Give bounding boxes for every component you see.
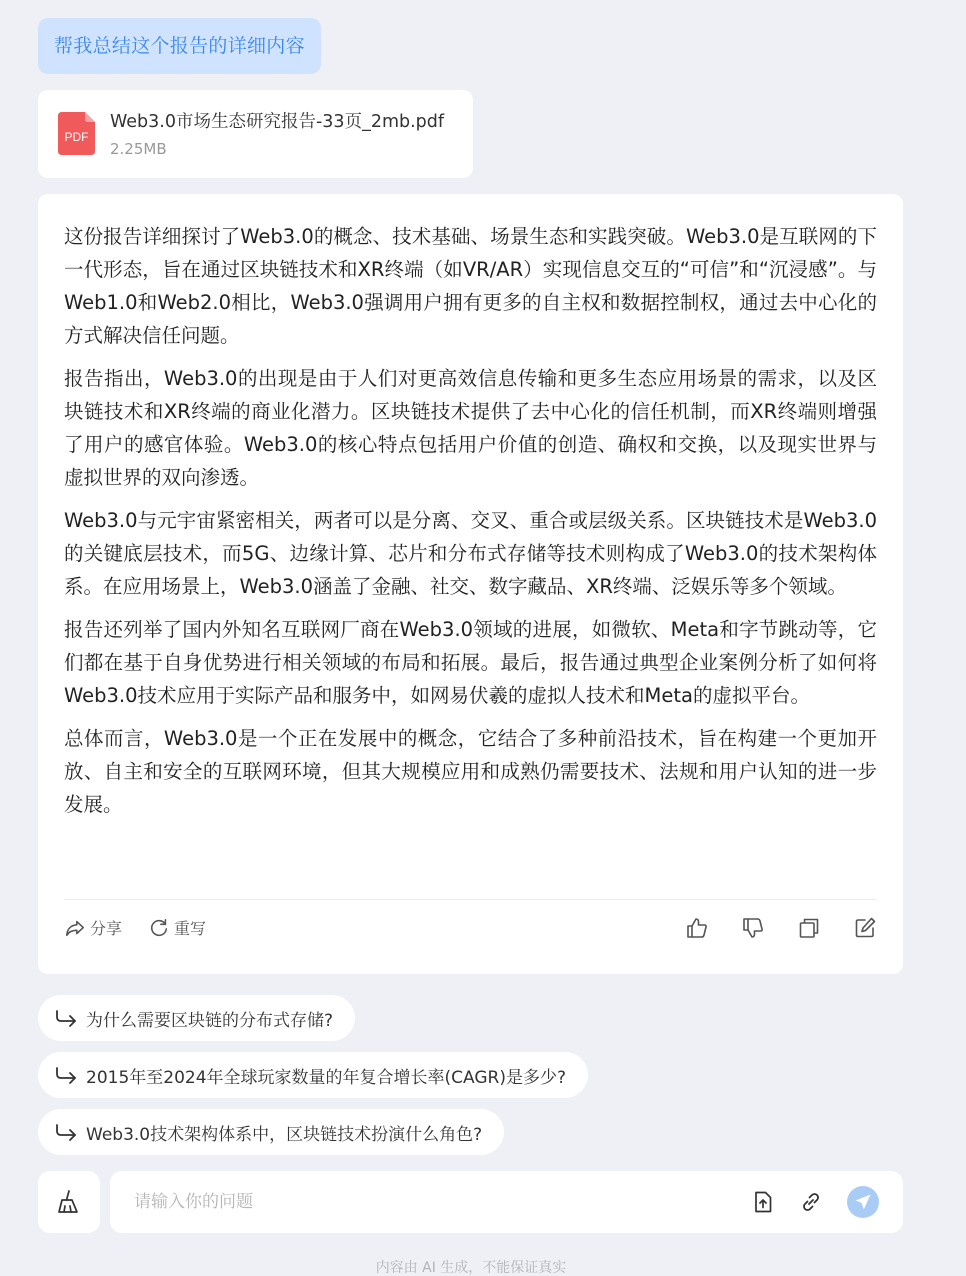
ai-disclaimer: 内容由 AI 生成，不能保证真实	[375, 1260, 567, 1276]
share-label: 分享	[90, 919, 123, 938]
thumbs-down-icon	[741, 916, 765, 940]
link-icon	[799, 1190, 823, 1214]
answer-paragraph: 报告指出，Web3.0的出现是由于人们对更高效信息传输和更多生态应用场景的需求，以及区块链技术和XR终端的商业化潜力。区块链技术提供了去中心化的信任机制，而XR终端则增强了用户的感官体验。Web3.0的核心特点包括用户价值的创造、确权和交换，以及现实世界与虚拟世界的双向渗透。	[64, 367, 877, 489]
attach-link-button[interactable]	[799, 1190, 823, 1214]
upload-file-button[interactable]	[751, 1190, 775, 1214]
answer-paragraph: 总体而言，Web3.0是一个正在发展中的概念，它结合了多种前沿技术，旨在构建一个更加开放、自主和安全的互联网环境，但其大规模应用和成熟仍需要技术、法规和用户认知的进一步发展。	[64, 727, 877, 816]
suggestion-chip[interactable]	[38, 1052, 588, 1098]
pdf-icon-label: PDF	[64, 130, 89, 144]
send-icon	[854, 1193, 872, 1211]
send-button[interactable]	[847, 1186, 879, 1218]
rewrite-label: 重写	[174, 919, 207, 938]
like-button[interactable]	[685, 916, 709, 940]
answer-actions-left	[64, 916, 206, 939]
rewrite-button[interactable]	[148, 916, 206, 939]
answer-paragraph: 报告还列举了国内外知名互联网厂商在Web3.0领域的进展，如微软、Meta和字节跳动等，它们都在基于自身优势进行相关领域的布局和拓展。最后，报告通过典型企业案例分析了如何将Web3.0技术应用于实际产品和服务中，如网易伏羲的虚拟人技术和Meta的虚拟平台。	[64, 618, 877, 707]
answer-text	[64, 220, 877, 831]
suggestion-text: 为什么需要区块链的分布式存储?	[86, 1010, 334, 1031]
share-icon	[64, 917, 86, 939]
arrow-turn-right-icon	[54, 1065, 78, 1085]
assistant-answer-card	[38, 194, 903, 974]
arrow-turn-right-icon	[54, 1122, 78, 1142]
share-button[interactable]	[64, 916, 122, 939]
answer-actions-right	[685, 916, 877, 940]
suggestion-text: Web3.0技术架构体系中，区块链技术扮演什么角色?	[86, 1124, 483, 1145]
edit-icon	[853, 916, 877, 940]
suggestion-chip[interactable]	[38, 1109, 504, 1155]
copy-button[interactable]	[797, 916, 821, 940]
thumbs-up-icon	[685, 916, 709, 940]
file-size: 2.25MB	[110, 140, 167, 158]
answer-paragraph: 这份报告详细探讨了Web3.0的概念、技术基础、场景生态和实践突破。Web3.0是互联网的下一代形态，旨在通过区块链技术和XR终端（如VR/AR）实现信息交互的“可信”和“沉浸感”。与Web1.0和Web2.0相比，Web3.0强调用户拥有更多的自主权和数据控制权，通过去中心化的方式解决信任问题。	[64, 225, 877, 347]
copy-icon	[797, 916, 821, 940]
file-upload-icon	[751, 1190, 775, 1214]
chat-input-box	[110, 1171, 903, 1233]
attached-file-card[interactable]	[38, 90, 473, 178]
user-message-bubble: 帮我总结这个报告的详细内容	[38, 18, 321, 74]
refresh-icon	[148, 917, 170, 939]
edit-button[interactable]	[853, 916, 877, 940]
input-tools	[751, 1186, 879, 1218]
pdf-file-icon	[58, 112, 95, 155]
suggestion-chip[interactable]	[38, 995, 355, 1041]
clear-chat-button[interactable]	[38, 1171, 100, 1233]
dislike-button[interactable]	[741, 916, 765, 940]
file-name: Web3.0市场生态研究报告-33页_2mb.pdf	[110, 112, 445, 132]
broom-icon	[56, 1189, 82, 1215]
question-input[interactable]	[134, 1171, 734, 1233]
arrow-turn-right-icon	[54, 1008, 78, 1028]
answer-paragraph: Web3.0与元宇宙紧密相关，两者可以是分离、交叉、重合或层级关系。区块链技术是Web3.0的关键底层技术，而5G、边缘计算、芯片和分布式存储等技术则构成了Web3.0的技术架构体系。在应用场景上，Web3.0涵盖了金融、社交、数字藏品、XR终端、泛娱乐等多个领域。	[64, 509, 877, 598]
answer-divider	[64, 899, 877, 900]
suggestion-text: 2015年至2024年全球玩家数量的年复合增长率(CAGR)是多少?	[86, 1067, 567, 1088]
